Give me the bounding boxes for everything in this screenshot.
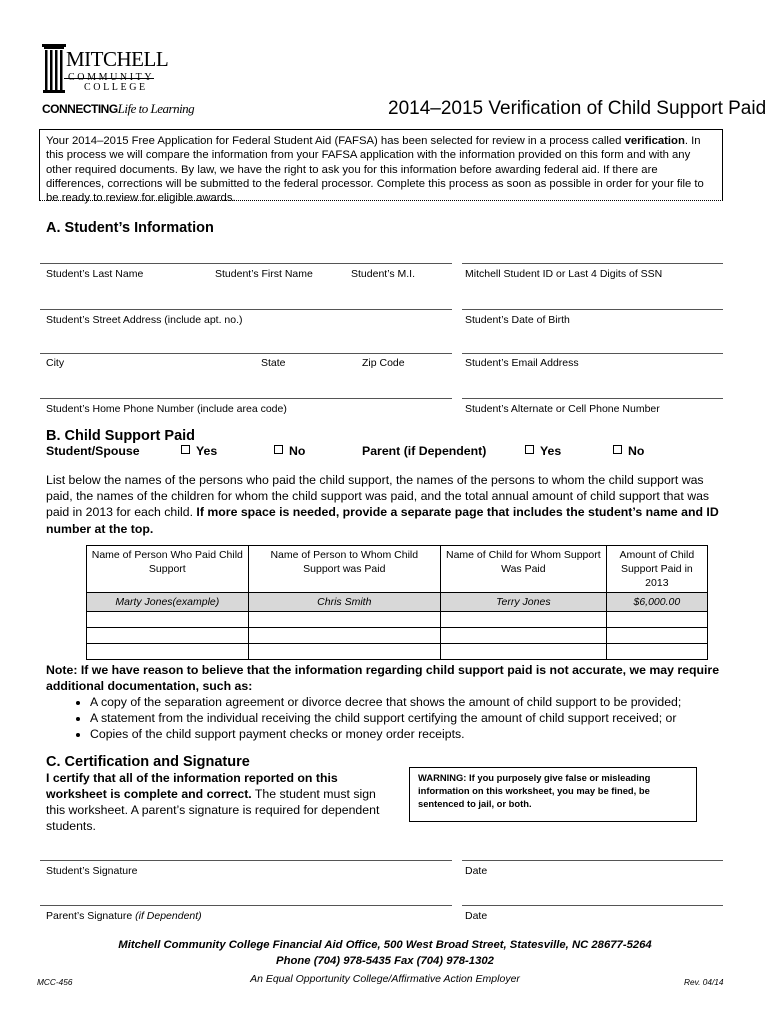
example-recipient: Chris Smith <box>248 593 440 612</box>
col-header-recipient: Name of Person to Whom Child Support was Paid <box>248 546 440 593</box>
student-spouse-label: Student/Spouse <box>46 444 140 458</box>
table-cell[interactable] <box>440 612 606 628</box>
logo-tagline: CONNECTINGLife to Learning <box>42 101 195 116</box>
revision-date: Rev. 04/14 <box>684 977 724 987</box>
dob-label: Student’s Date of Birth <box>465 314 570 326</box>
table-cell[interactable] <box>248 644 440 660</box>
student-no-option[interactable]: No <box>274 444 305 458</box>
table-row <box>87 644 708 660</box>
logo-name: MITCHELL <box>66 47 169 71</box>
city-label: City <box>46 357 65 369</box>
list-item: • A statement from the individual receiving the child support certifying the amount of child support received; or <box>90 710 726 726</box>
note-text: Note: If we have reason to believe that the information regarding child support paid is not accurate, we may require additional documentation, such as: <box>46 663 720 693</box>
col-header-child: Name of Child for Whom Support Was Paid <box>440 546 606 593</box>
col-header-payer: Name of Person Who Paid Child Support <box>87 546 249 593</box>
dob-line[interactable] <box>462 309 723 310</box>
footer-eoe: An Equal Opportunity College/Affirmative Action Employer <box>250 973 520 985</box>
list-item: • A copy of the separation agreement or divorce decree that shows the amount of child support to be provided; <box>90 694 726 710</box>
example-payer: Marty Jones(example) <box>87 593 249 612</box>
example-amount: $6,000.00 <box>606 593 707 612</box>
table-header-row <box>87 546 708 593</box>
mi-label: Student’s M.I. <box>351 268 416 280</box>
form-id: MCC-456 <box>37 977 73 987</box>
parent-signature-line[interactable] <box>40 905 452 906</box>
child-support-instructions: List below the names of the persons who paid the child support, the names of the persons to whom the child support was paid, the names of the children for whom the child support was paid, and the total annual amount of child support that was paid in 2013 for each child. If more space is needed, provide a separate page that includes the student’s name and ID number at the top. <box>46 473 719 536</box>
section-a-heading: A. Student’s Information <box>46 220 214 236</box>
checkbox-icon <box>181 445 190 454</box>
logo-community: COMMUNITY <box>68 72 155 83</box>
footer-address: Mitchell Community College Financial Aid Office, 500 West Broad Street, Statesville, NC 28677-5264 <box>118 939 652 951</box>
checkbox-icon <box>613 445 622 454</box>
table-cell[interactable] <box>248 628 440 644</box>
table-cell[interactable] <box>606 644 707 660</box>
home-phone-label: Student’s Home Phone Number (include area code) <box>46 403 287 415</box>
state-label: State <box>261 357 286 369</box>
alt-phone-label: Student’s Alternate or Cell Phone Number <box>465 403 660 415</box>
zip-label: Zip Code <box>362 357 405 369</box>
parent-date-line[interactable] <box>462 905 723 906</box>
street-label: Student’s Street Address (include apt. no.) <box>46 314 243 326</box>
table-cell[interactable] <box>606 628 707 644</box>
student-id-label: Mitchell Student ID or Last 4 Digits of SSN <box>465 268 663 280</box>
table-cell[interactable] <box>87 612 249 628</box>
checkbox-icon <box>274 445 283 454</box>
email-label: Student’s Email Address <box>465 357 579 369</box>
list-item: • Copies of the child support payment checks or money order receipts. <box>90 726 726 742</box>
certification-text: I certify that all of the information reported on this worksheet is complete and correct. The student must sign this worksheet. A parent’s signature is required for dependent students. <box>46 771 380 833</box>
example-child: Terry Jones <box>440 593 606 612</box>
documentation-note <box>46 662 726 742</box>
table-cell[interactable] <box>248 612 440 628</box>
warning-box: WARNING: If you purposely give false or misleading information on this worksheet, you may be fined, be sentenced to jail, or both. <box>409 767 697 822</box>
table-cell[interactable] <box>606 612 707 628</box>
student-yes-option[interactable]: Yes <box>181 444 217 458</box>
parent-label: Parent (if Dependent) <box>362 444 487 458</box>
student-signature-line[interactable] <box>40 860 452 861</box>
last-name-label: Student’s Last Name <box>46 268 144 280</box>
city-line[interactable] <box>40 353 452 354</box>
table-cell[interactable] <box>87 644 249 660</box>
student-date-line[interactable] <box>462 860 723 861</box>
street-line[interactable] <box>40 309 452 310</box>
table-cell[interactable] <box>87 628 249 644</box>
home-phone-line[interactable] <box>40 398 452 399</box>
footer-phone: Phone (704) 978-5435 Fax (704) 978-1302 <box>276 955 494 967</box>
student-date-label: Date <box>465 865 488 877</box>
section-c-heading: C. Certification and Signature <box>46 754 250 770</box>
first-name-label: Student’s First Name <box>215 268 313 280</box>
table-row <box>87 612 708 628</box>
logo-college: COLLEGE <box>84 82 148 93</box>
alt-phone-line[interactable] <box>462 398 723 399</box>
col-header-amount: Amount of Child Support Paid in 2013 <box>606 546 707 593</box>
table-row <box>87 628 708 644</box>
student-id-line[interactable] <box>462 263 723 264</box>
parent-yes-option[interactable]: Yes <box>525 444 561 458</box>
intro-box: Your 2014–2015 Free Application for Federal Student Aid (FAFSA) has been selected for review in a process called verification. In this process we will compare the information from your FAFSA application with the information provided on this form and with any other required documents. By law, we have the right to ask you for this information before awarding federal aid. If there are differences, corrections will be submitted to the federal processor. Complete this process as soon as possible in order for your file to be ready to review for eligible awards. <box>39 129 723 201</box>
name-line[interactable] <box>40 263 452 264</box>
checkbox-icon <box>525 445 534 454</box>
table-cell[interactable] <box>440 644 606 660</box>
parent-no-option[interactable]: No <box>613 444 644 458</box>
table-row-example <box>87 593 708 612</box>
parent-signature-label: Parent’s Signature (if Dependent) <box>46 910 202 922</box>
child-support-table <box>86 545 708 660</box>
student-signature-label: Student’s Signature <box>46 865 138 877</box>
table-cell[interactable] <box>440 628 606 644</box>
parent-date-label: Date <box>465 910 488 922</box>
section-b-heading: B. Child Support Paid <box>46 428 196 444</box>
note-list <box>46 694 726 742</box>
email-line[interactable] <box>462 353 723 354</box>
page-title: 2014–2015 Verification of Child Support Paid <box>388 98 767 119</box>
